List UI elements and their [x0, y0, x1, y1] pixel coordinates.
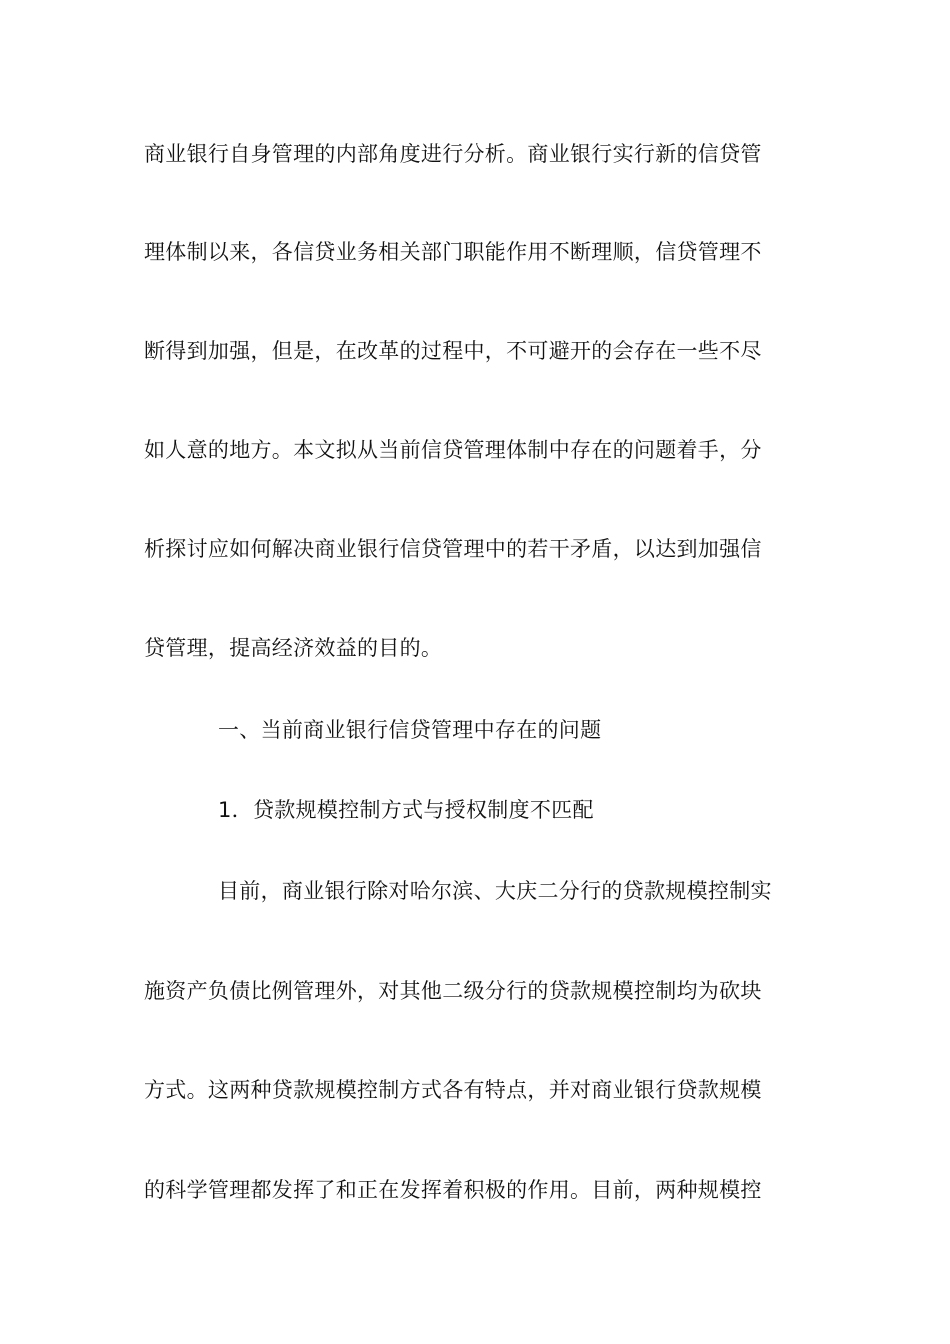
- paragraph-2-line-1: 目前，商业银行除对哈尔滨、大庆二分行的贷款规模控制实: [218, 879, 772, 903]
- paragraph-2-line-2: 施资产负债比例管理外，对其他二级分行的贷款规模控制均为砍块: [144, 979, 762, 1003]
- paragraph-1-line-2: 理体制以来，各信贷业务相关部门职能作用不断理顺，信贷管理不: [144, 240, 762, 264]
- paragraph-2-line-3: 方式。这两种贷款规模控制方式各有特点，并对商业银行贷款规模: [144, 1078, 762, 1102]
- paragraph-1-line-4: 如人意的地方。本文拟从当前信贷管理体制中存在的问题着手，分: [144, 438, 762, 462]
- paragraph-1-line-3: 断得到加强，但是，在改革的过程中，不可避开的会存在一些不尽: [144, 339, 762, 363]
- paragraph-1-line-5: 析探讨应如何解决商业银行信贷管理中的若干矛盾，以达到加强信: [144, 537, 762, 561]
- paragraph-1-line-6: 贷管理，提高经济效益的目的。: [144, 636, 443, 660]
- paragraph-1-line-1: 商业银行自身管理的内部角度进行分析。商业银行实行新的信贷管: [144, 142, 762, 166]
- paragraph-2-line-4: 的科学管理都发挥了和正在发挥着积极的作用。目前，两种规模控: [144, 1178, 762, 1202]
- section-heading: 一、当前商业银行信贷管理中存在的问题: [218, 718, 602, 742]
- subsection-heading: 1．贷款规模控制方式与授权制度不匹配: [218, 798, 594, 822]
